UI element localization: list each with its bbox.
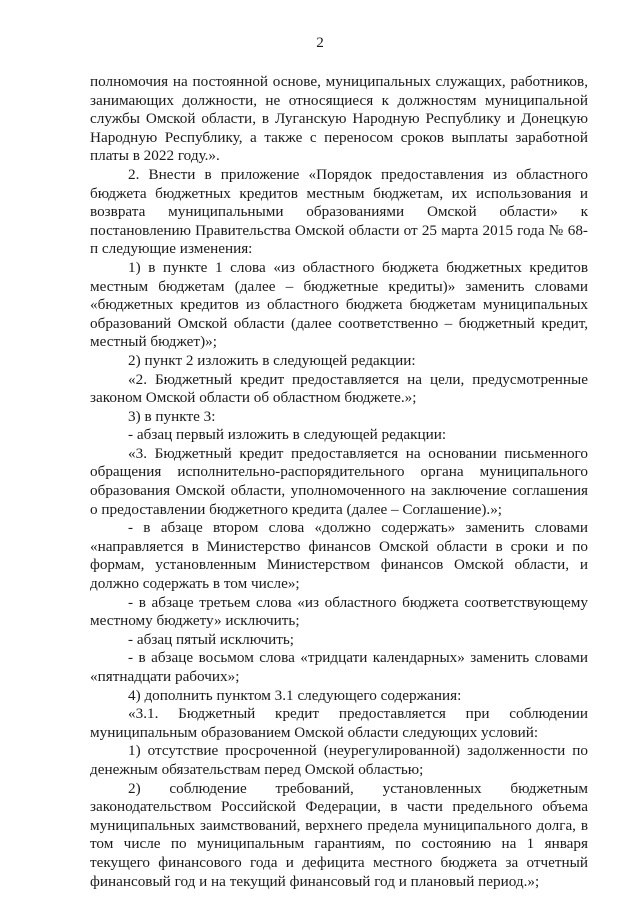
paragraph-subitem-1: 1) в пункте 1 слова «из областного бюджета бюджетных кредитов местным бюджетам (далее – бюджетные кредиты)» заменить словами «бюджетных кредитов из областного бюджета бюджетам муниципальных образований Омской области (далее соответственно – бюджетный кредит, местный бюджет)»; [90,258,588,351]
paragraph-continuation: полномочия на постоянной основе, муниципальных служащих, работников, занимающих должности, не относящиеся к должностям муниципальной службы Омской области, в Луганскую Народную Республику и Донецкую Народную Республику, а также с переносом сроков выплаты заработной платы в 2022 году.». [90,73,588,165]
paragraph-condition-2: 2) соблюдение требований, установленных бюджетным законодательством Российской Федерации, в части предельного объема муниципальных заимствований, верхнего предела муниципального долга, в том числе по муниципальным гарантиям, по состоянию на 1 января текущего финансового года и дефицита местного бюджета за отчетный финансовый год и на текущий финансовый год и плановый период.»; [90,779,588,890]
paragraph-item-2: 2. Внести в приложение «Порядок предоставления из областного бюджета бюджетных кредитов местным бюджетам, их использования и возврата муниципальными образованиями Омской области» к постановлению Правительства Омской области от 25 марта 2015 года № 68-п следующие изменения: [90,165,588,258]
paragraph-dash-1: - абзац первый изложить в следующей редакции: [128,426,447,444]
paragraph-dash-4: - абзац пятый исключить; [128,630,295,648]
page-number: 2 [316,34,324,51]
paragraph-condition-1: 1) отсутствие просроченной (неурегулированной) задолженности по денежным обязательствам перед Омской областью; [90,742,588,778]
document-body [90,73,588,891]
paragraph-quote-3-1: «3.1. Бюджетный кредит предоставляется при соблюдении муниципальным образованием Омской области следующих условий: [90,705,588,741]
paragraph-subitem-4: 4) дополнить пунктом 3.1 следующего содержания: [128,686,462,704]
paragraph-dash-3: - в абзаце третьем слова «из областного бюджета соответствующему местному бюджету» исключить; [90,593,588,630]
paragraph-subitem-3: 3) в пункте 3: [128,407,216,425]
paragraph-dash-2: - в абзаце втором слова «должно содержать» заменить словами «направляется в Министерство финансов Омской области в сроки и по формам, установленным Министерством финансов Омской области, и должно содержать в том числе»; [90,519,588,593]
paragraph-subitem-2: 2) пункт 2 изложить в следующей редакции: [128,351,416,369]
paragraph-dash-5: - в абзаце восьмом слова «тридцати календарных» заменить словами «пятнадцати рабочих»; [90,649,588,685]
paragraph-quote-2: «2. Бюджетный кредит предоставляется на цели, предусмотренные законом Омской области об областном бюджете.»; [90,370,588,407]
paragraph-quote-3: «3. Бюджетный кредит предоставляется на основании письменного обращения исполнительно-распорядительного органа муниципального образования Омской области, уполномоченного на заключение соглашения о предоставлении бюджетного кредита (далее – Соглашение).»; [90,444,588,518]
